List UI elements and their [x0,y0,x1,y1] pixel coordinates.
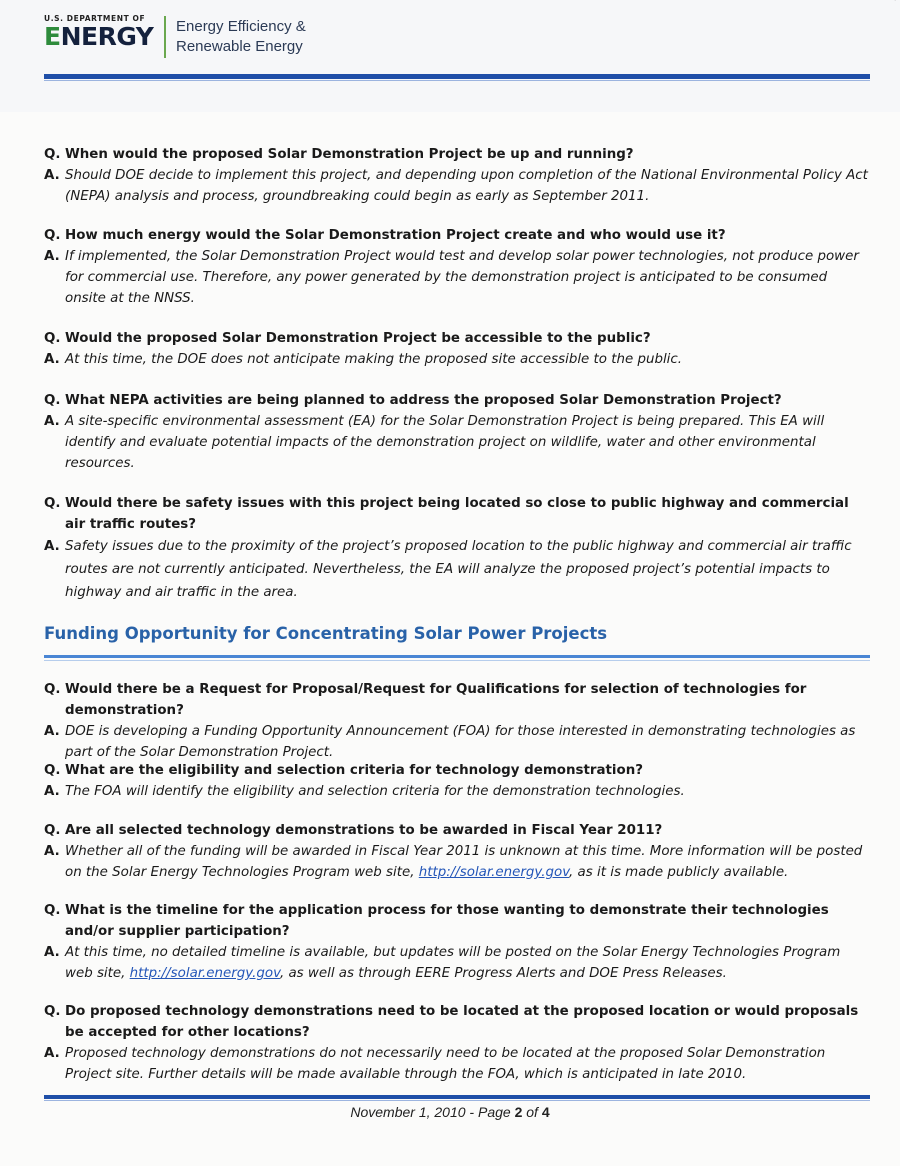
question-text: What is the timeline for the application process for those wanting to demonstrate their technologies and/or supplier participation? [65,903,829,939]
answer-label: A. [44,414,60,429]
answer-row [44,165,870,207]
question-text: Do proposed technology demonstrations need to be located at the proposed location or would proposals be accepted for other locations? [65,1004,859,1040]
answer-label: A. [44,724,60,739]
question-label: Q. [44,1004,61,1019]
question-label: Q. [44,228,61,243]
question-row [44,760,870,781]
question-row [44,493,870,535]
page-footer [0,1104,900,1120]
qa-item [44,760,870,802]
qa-item [44,390,870,474]
section-title: Funding Opportunity for Concentrating Solar Power Projects [44,624,608,643]
answer-text: Proposed technology demonstrations do not necessarily need to be located at the proposed Solar Demonstration Project site. Further details will be made available through the FOA, which is anticipated in late 2010. [65,1046,826,1082]
answer-label: A. [44,539,60,554]
question-label: Q. [44,903,61,918]
answer-text [65,942,870,984]
solar-website-link[interactable]: http://solar.energy.gov [418,865,570,880]
question-text: What are the eligibility and selection criteria for technology demonstration? [65,763,644,778]
question-text: Would there be a Request for Proposal/Request for Qualifications for selection of technologies for demonstration? [65,682,807,718]
logo-dept-small: U.S. DEPARTMENT OF [44,14,146,23]
office-line-2: Renewable Energy [176,38,303,55]
answer-text: The FOA will identify the eligibility and selection criteria for the demonstration technologies. [65,784,685,799]
footer-page-total: 4 [541,1104,550,1120]
answer-row [44,841,870,883]
question-label: Q. [44,763,61,778]
question-row [44,900,870,942]
question-text: Are all selected technology demonstrations to be awarded in Fiscal Year 2011? [65,823,663,838]
question-text: Would the proposed Solar Demonstration Project be accessible to the public? [65,331,651,346]
qa-item [44,144,870,207]
question-text: When would the proposed Solar Demonstration Project be up and running? [65,147,634,162]
answer-label: A. [44,352,60,367]
question-label: Q. [44,496,61,511]
answer-label: A. [44,168,60,183]
qa-item [44,493,870,604]
question-row [44,679,870,721]
scan-mark [853,0,896,20]
footer-of: of [522,1104,542,1120]
logo-divider [164,16,166,58]
question-label: Q. [44,331,61,346]
question-row [44,144,870,165]
answer-label: A. [44,784,60,799]
qa-item [44,900,870,984]
doe-logo [44,14,153,49]
footer-page-number: 2 [514,1104,523,1120]
answer-text-after-link: , as well as through EERE Progress Alerts and DOE Press Releases. [279,966,727,981]
answer-label: A. [44,945,60,960]
question-row [44,328,870,349]
logo-energy-word [44,24,153,49]
answer-text-before-link: Whether all of the funding will be awarded in Fiscal Year 2011 is unknown at this time. More information will be posted on the Solar Energy Technologies Program web site, [65,844,863,880]
logo-energy-rest: NERGY [60,22,154,51]
answer-text: If implemented, the Solar Demonstration Project would test and develop solar power technologies, not produce power for commercial use. Therefore, any power generated by the demonstration project is anticipated to be consumed onsite at the NNSS. [65,249,859,306]
answer-row [44,246,870,309]
footer-date: November 1, 2010 - Page [350,1104,515,1120]
section-rule [44,655,870,658]
question-row [44,225,870,246]
answer-row [44,721,870,763]
answer-label: A. [44,844,60,859]
answer-label: A. [44,1046,60,1061]
question-label: Q. [44,393,61,408]
office-line-1: Energy Efficiency & [176,18,306,35]
answer-text [65,841,870,883]
question-row [44,820,870,841]
answer-text: Should DOE decide to implement this project, and depending upon completion of the National Environmental Policy Act (NEPA) analysis and process, groundbreaking could begin as early as September 2011. [65,168,868,204]
answer-text-after-link: , as it is made publicly available. [569,865,789,880]
section-rule-thin [44,660,870,661]
qa-item [44,328,870,370]
qa-item [44,225,870,309]
answer-row [44,781,870,802]
qa-item [44,679,870,763]
answer-text: DOE is developing a Funding Opportunity Announcement (FOA) for those interested in demonstrating technologies as part of the Solar Demonstration Project. [65,724,856,760]
qa-item [44,820,870,883]
answer-row [44,535,870,604]
question-label: Q. [44,147,61,162]
office-name [176,17,306,57]
question-label: Q. [44,682,61,697]
answer-row [44,411,870,474]
footer-rule [44,1095,870,1099]
answer-row [44,942,870,984]
answer-row [44,1043,870,1085]
answer-text: A site-specific environmental assessment (EA) for the Solar Demonstration Project is being prepared. This EA will identify and evaluate potential impacts of the demonstration project on wildlife, water and other environmental resources. [65,414,825,471]
question-row [44,1001,870,1043]
page-header [0,0,900,112]
footer-rule-thin [44,1100,870,1101]
question-text: How much energy would the Solar Demonstration Project create and who would use it? [65,228,726,243]
answer-text: Safety issues due to the proximity of the project’s proposed location to the public highway and commercial air traffic routes are not currently anticipated. Nevertheless, the EA will analyze the proposed project’s potential impacts to highway and air traffic in the area. [65,539,852,600]
answer-text: At this time, the DOE does not anticipate making the proposed site accessible to the public. [65,352,683,367]
header-rule [44,74,870,79]
qa-item [44,1001,870,1085]
question-text: What NEPA activities are being planned to address the proposed Solar Demonstration Project? [65,393,782,408]
answer-text-before-link: At this time, no detailed timeline is available, but updates will be posted on the Solar Energy Technologies Program web site, [65,945,841,981]
question-label: Q. [44,823,61,838]
answer-label: A. [44,249,60,264]
logo-e-letter: E [44,22,61,51]
header-rule-thin [44,80,870,81]
question-text: Would there be safety issues with this project being located so close to public highway and commercial air traffic routes? [65,496,849,532]
answer-row [44,349,870,370]
question-row [44,390,870,411]
solar-website-link[interactable]: http://solar.energy.gov [129,966,280,981]
